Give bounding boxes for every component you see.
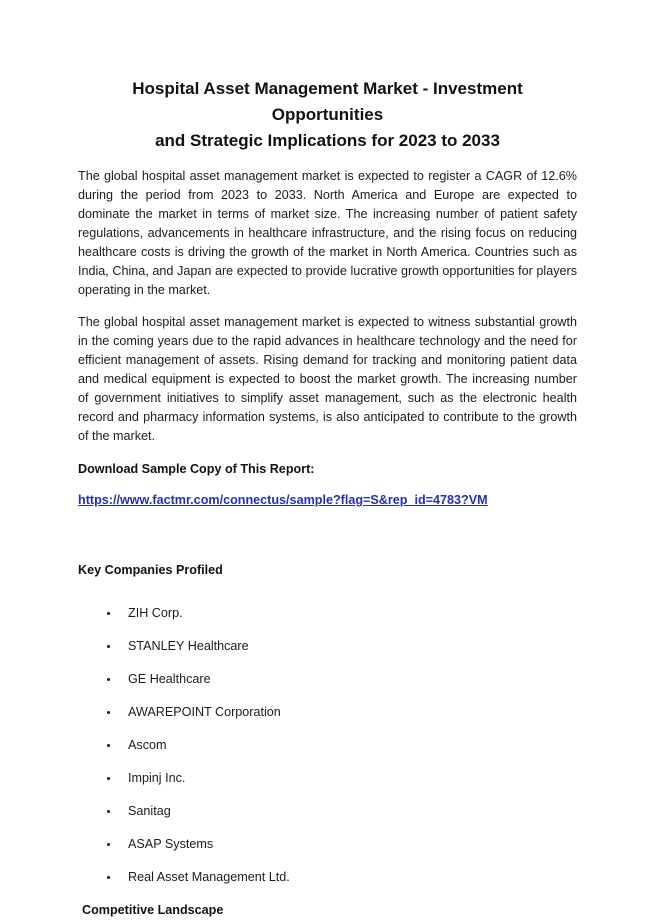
list-item-asap-systems: • ASAP Systems <box>120 835 577 854</box>
page-title <box>78 76 577 154</box>
intro-paragraph-2: The global hospital asset management market is expected to witness substantial growth in the coming years due to the rapid advances in healthcare technology and the need for efficient management of assets. Rising demand for tracking and monitoring patient data and medical equipment is expected to boost the market growth. The increasing number of government initiatives to simplify asset management, such as the electronic health record and pharmacy information systems, is also anticipated to contribute to the growth of the market. <box>78 315 577 443</box>
list-item-impinj-inc: • Impinj Inc. <box>120 769 577 788</box>
list-item-ascom: • Ascom <box>120 736 577 755</box>
list-item-zih-corp: • ZIH Corp. <box>120 604 577 623</box>
companies-list <box>78 604 577 887</box>
download-sample-label: Download Sample Copy of This Report: <box>78 462 315 476</box>
sample-link-line <box>78 491 577 510</box>
list-item-stanley-healthcare: • STANLEY Healthcare <box>120 637 577 656</box>
competitive-landscape-heading: Competitive Landscape <box>82 903 224 917</box>
list-item-sanitag: • Sanitag <box>120 802 577 821</box>
list-item-real-asset-management: • Real Asset Management Ltd. <box>120 868 577 887</box>
list-item-ge-healthcare: • GE Healthcare <box>120 670 577 689</box>
key-companies-heading: Key Companies Profiled <box>78 563 223 577</box>
intro-paragraph-1: The global hospital asset management market is expected to register a CAGR of 12.6% during the period from 2023 to 2033. North America and Europe are expected to dominate the market in terms of market size. The increasing number of patient safety regulations, advancements in healthcare infrastructure, and the rising focus on reducing healthcare costs is driving the growth of the market in North America. Countries such as India, China, and Japan are expected to provide lucrative growth opportunities for players operating in the market. <box>78 169 577 297</box>
sample-report-link[interactable]: https://www.factmr.com/connectus/sample?flag=S&rep_id=4783?VM <box>78 493 488 507</box>
page-title-line-2: and Strategic Implications for 2023 to 2033 <box>155 131 500 150</box>
list-item-awarepoint-corporation: • AWAREPOINT Corporation <box>120 703 577 722</box>
page-title-line-1: Hospital Asset Management Market - Investment Opportunities <box>132 79 523 124</box>
